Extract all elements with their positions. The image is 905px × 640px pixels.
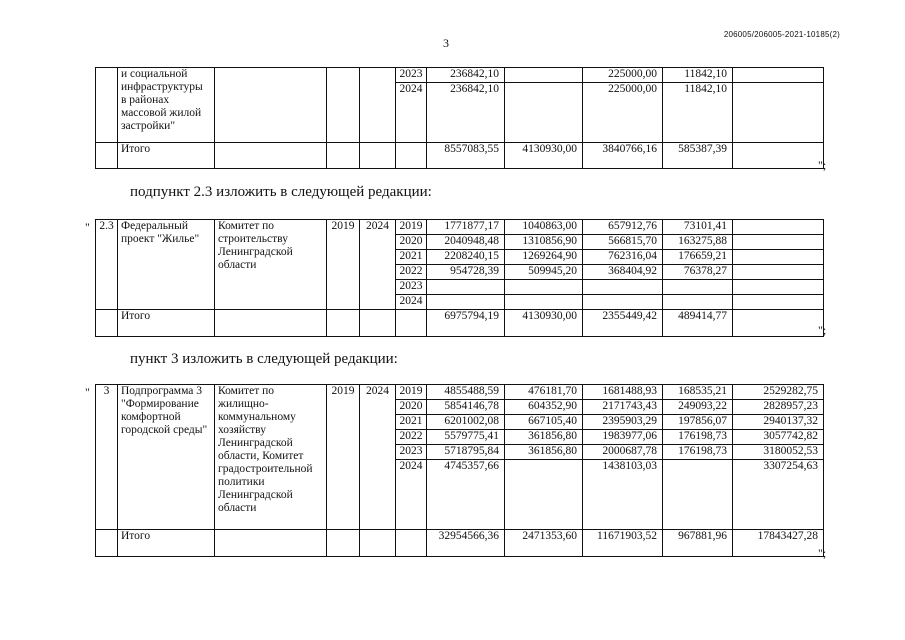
other-cell: 2529282,75	[733, 385, 824, 400]
federal-cell	[505, 68, 583, 83]
local-cell: 76378,27	[663, 265, 733, 280]
year-cell: 2020	[396, 235, 427, 250]
page-number: 3	[443, 36, 449, 50]
total-cell: 954728,39	[427, 265, 505, 280]
local-cell: 168535,21	[663, 385, 733, 400]
itogo-local: 585387,39	[663, 143, 733, 169]
federal-cell: 509945,20	[505, 265, 583, 280]
federal-cell	[505, 280, 583, 295]
local-cell: 11842,10	[663, 83, 733, 143]
local-cell: 249093,22	[663, 400, 733, 415]
regional-cell: 225000,00	[583, 68, 663, 83]
closing-quote-mark: ";	[818, 158, 827, 172]
table-row	[96, 385, 824, 400]
local-cell	[663, 295, 733, 310]
other-cell: 3180052,53	[733, 445, 824, 460]
program-name-cell: и социальной инфраструктуры в районах массовой жилой застройки"	[118, 68, 215, 143]
itogo-regional: 2355449,42	[583, 310, 663, 337]
year-cell: 2024	[396, 460, 427, 530]
total-cell	[427, 295, 505, 310]
regional-cell: 566815,70	[583, 235, 663, 250]
total-cell	[427, 280, 505, 295]
itogo-total: 32954566,36	[427, 530, 505, 557]
itogo-local: 489414,77	[663, 310, 733, 337]
table-federal-project-housing	[95, 219, 827, 337]
local-cell	[663, 280, 733, 295]
itogo-label: Итого	[118, 143, 215, 169]
regional-cell: 1438103,03	[583, 460, 663, 530]
regional-cell: 2000687,78	[583, 445, 663, 460]
year-cell: 2023	[396, 68, 427, 83]
total-cell: 1771877,17	[427, 220, 505, 235]
other-cell	[733, 220, 824, 235]
itogo-federal: 2471353,60	[505, 530, 583, 557]
year-cell: 2022	[396, 430, 427, 445]
federal-cell: 361856,80	[505, 445, 583, 460]
year-cell: 2023	[396, 445, 427, 460]
year-cell: 2024	[396, 83, 427, 143]
regional-cell: 368404,92	[583, 265, 663, 280]
table-continuation	[95, 67, 824, 169]
program-name-cell: Федеральный проект "Жилье"	[118, 220, 215, 310]
section-heading-2-3: подпункт 2.3 изложить в следующей редакции:	[130, 184, 432, 200]
other-cell	[733, 68, 824, 83]
total-cell: 5854146,78	[427, 400, 505, 415]
table-row	[96, 220, 824, 235]
number-cell: 2.3	[96, 220, 118, 310]
section-heading-3: пункт 3 изложить в следующей редакции:	[130, 351, 398, 367]
itogo-other	[733, 143, 824, 169]
itogo-row	[96, 310, 824, 337]
table-row	[96, 68, 824, 83]
itogo-label: Итого	[118, 530, 215, 557]
total-cell: 4745357,66	[427, 460, 505, 530]
regional-cell: 2171743,43	[583, 400, 663, 415]
local-cell: 11842,10	[663, 68, 733, 83]
itogo-other: 17843427,28	[733, 530, 824, 557]
total-cell: 4855488,59	[427, 385, 505, 400]
start-year-cell: 2019	[327, 385, 360, 530]
document-number: 206005/206005-2021-10185(2)	[723, 30, 840, 39]
regional-cell	[583, 295, 663, 310]
regional-cell	[583, 280, 663, 295]
federal-cell: 604352,90	[505, 400, 583, 415]
total-cell: 236842,10	[427, 68, 505, 83]
total-cell: 2040948,48	[427, 235, 505, 250]
itogo-regional: 11671903,52	[583, 530, 663, 557]
local-cell: 163275,88	[663, 235, 733, 250]
end-year-cell	[360, 68, 396, 143]
year-cell: 2019	[396, 385, 427, 400]
itogo-other	[733, 310, 827, 337]
federal-cell: 667105,40	[505, 415, 583, 430]
executor-cell	[215, 68, 327, 143]
number-cell: 3	[96, 385, 118, 530]
regional-cell: 225000,00	[583, 83, 663, 143]
local-cell: 176198,73	[663, 445, 733, 460]
regional-cell: 657912,76	[583, 220, 663, 235]
executor-cell: Комитет по строительству Ленинградской области	[215, 220, 327, 310]
total-cell: 6201002,08	[427, 415, 505, 430]
federal-cell: 361856,80	[505, 430, 583, 445]
year-cell: 2021	[396, 415, 427, 430]
end-year-cell: 2024	[360, 220, 396, 310]
total-cell: 5718795,84	[427, 445, 505, 460]
opening-quote-mark: "	[85, 385, 90, 399]
other-cell	[733, 250, 824, 265]
local-cell	[663, 460, 733, 530]
program-name-cell: Подпрограмма 3 "Формирование комфортной городской среды"	[118, 385, 215, 530]
federal-cell: 1269264,90	[505, 250, 583, 265]
total-cell: 5579775,41	[427, 430, 505, 445]
year-cell: 2020	[396, 400, 427, 415]
table-subprogram-3	[95, 384, 824, 557]
federal-cell: 1310856,90	[505, 235, 583, 250]
year-cell: 2019	[396, 220, 427, 235]
year-cell: 2022	[396, 265, 427, 280]
federal-cell	[505, 295, 583, 310]
local-cell: 197856,07	[663, 415, 733, 430]
other-cell: 3057742,82	[733, 430, 824, 445]
end-year-cell: 2024	[360, 385, 396, 530]
other-cell: 2828957,23	[733, 400, 824, 415]
other-cell	[733, 235, 824, 250]
local-cell: 73101,41	[663, 220, 733, 235]
federal-cell	[505, 460, 583, 530]
itogo-label: Итого	[118, 310, 215, 337]
total-cell: 236842,10	[427, 83, 505, 143]
regional-cell: 762316,04	[583, 250, 663, 265]
executor-cell: Комитет по жилищно-коммунальному хозяйству Ленинградской области, Комитет градостроительной политики Ленинградской области	[215, 385, 327, 530]
regional-cell: 1681488,93	[583, 385, 663, 400]
number-cell	[96, 68, 118, 143]
year-cell: 2021	[396, 250, 427, 265]
closing-quote-mark: ";	[818, 323, 827, 337]
itogo-row	[96, 530, 824, 557]
federal-cell	[505, 83, 583, 143]
start-year-cell	[327, 68, 360, 143]
start-year-cell: 2019	[327, 220, 360, 310]
itogo-federal: 4130930,00	[505, 143, 583, 169]
itogo-local: 967881,96	[663, 530, 733, 557]
year-cell: 2023	[396, 280, 427, 295]
local-cell: 176659,21	[663, 250, 733, 265]
other-cell	[733, 280, 824, 295]
other-cell	[733, 83, 824, 143]
regional-cell: 2395903,29	[583, 415, 663, 430]
closing-quote-mark: ";	[818, 546, 827, 560]
year-cell: 2024	[396, 295, 427, 310]
itogo-total: 8557083,55	[427, 143, 505, 169]
federal-cell: 476181,70	[505, 385, 583, 400]
total-cell: 2208240,15	[427, 250, 505, 265]
local-cell: 176198,73	[663, 430, 733, 445]
itogo-total: 6975794,19	[427, 310, 505, 337]
other-cell: 2940137,32	[733, 415, 824, 430]
other-cell: 3307254,63	[733, 460, 824, 530]
itogo-regional: 3840766,16	[583, 143, 663, 169]
other-cell	[733, 265, 824, 280]
other-cell	[733, 295, 824, 310]
itogo-row	[96, 143, 824, 169]
federal-cell: 1040863,00	[505, 220, 583, 235]
itogo-federal: 4130930,00	[505, 310, 583, 337]
opening-quote-mark: "	[85, 220, 90, 234]
regional-cell: 1983977,06	[583, 430, 663, 445]
